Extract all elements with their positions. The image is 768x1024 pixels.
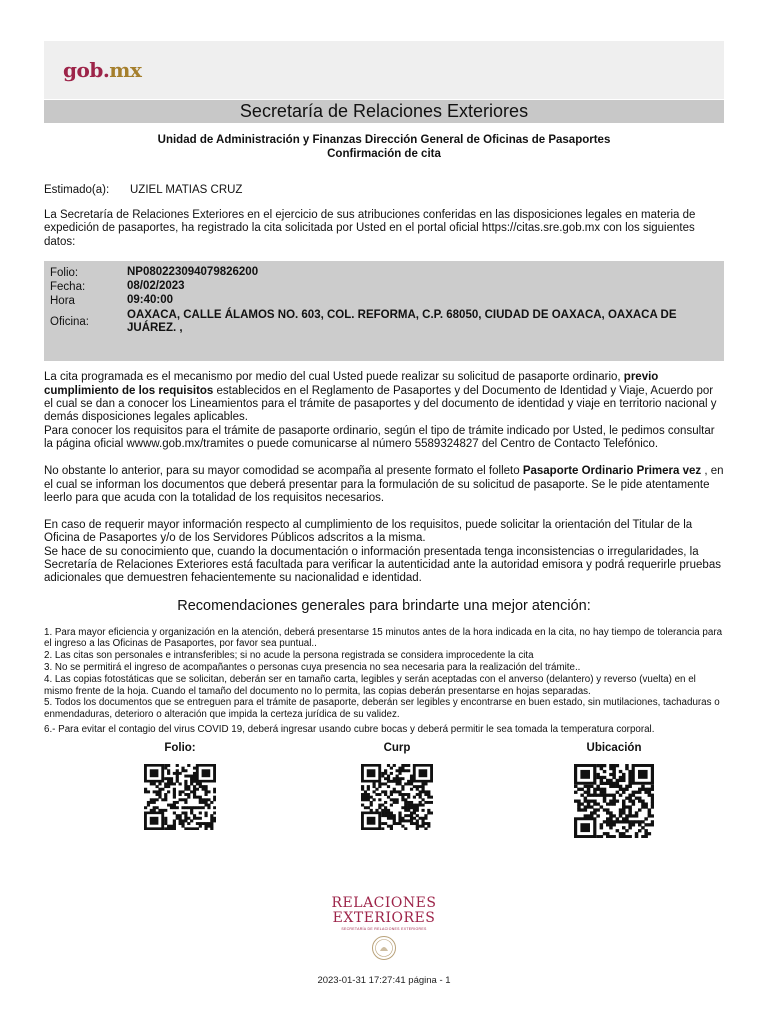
estimado-label: Estimado(a): xyxy=(44,184,110,196)
requisitos-text-a: La cita programada es el mecanismo por medio del cual Usted puede realizar su solicitud de pasaporte ordinario, xyxy=(44,371,624,384)
intro-paragraph: La Secretaría de Relaciones Exteriores en el ejercicio de sus atribuciones conferidas en las disposiciones legales en materia de expedición de pasaportes, ha registrado la cita solicitada por Usted en el portal oficial https://citas.sre.gob.mx con los siguientes datos: xyxy=(44,209,696,248)
confirmacion-title: Confirmación de cita xyxy=(327,148,441,160)
estimado-line xyxy=(44,183,724,197)
oficina-label: Oficina: xyxy=(50,316,89,329)
fecha-label: Fecha: xyxy=(50,280,86,293)
qr-curp-code xyxy=(361,764,433,830)
folio-value: NP080223094079826200 xyxy=(127,266,259,279)
qr-curp xyxy=(337,741,457,843)
fecha-row xyxy=(50,280,718,294)
document-page xyxy=(44,41,724,843)
requisitos-text-b: establecidos en el Reglamento de Pasaportes y del Documento de Identidad y Viaje, Acuerdo por el cual se dan a conocer los Lineamientos para el trámite de pasaportes y del documento de identidad y viaje en territorio nacional y demás disposiciones legales aplicables. xyxy=(44,384,717,424)
qr-ubicacion-label: Ubicación xyxy=(586,741,642,754)
unidad-title: Unidad de Administración y Finanzas Dirección General de Oficinas de Pasaportes xyxy=(157,134,611,146)
list-item: 2. Las citas son personales e intransferibles; si no acude la persona registrada se considera improcedente la cita xyxy=(44,650,534,662)
cita-info-box xyxy=(44,261,724,362)
gob-mx-logo[interactable] xyxy=(63,58,141,82)
relaciones-exteriores-logo xyxy=(0,896,768,966)
orientacion-paragraph: En caso de requerir mayor información respecto al cumplimiento de los requisitos, puede solicitar la orientación del Titular de la Oficina de Pasaportes y/o de los Servidores Públicos adscritos a la misma. xyxy=(44,519,693,545)
qr-folio xyxy=(120,741,240,843)
requisitos-section xyxy=(44,371,724,451)
qr-folio-code xyxy=(144,764,216,830)
hora-value: 09:40:00 xyxy=(127,294,174,307)
fecha-value: 08/02/2023 xyxy=(127,280,185,293)
folleto-text-a: No obstante lo anterior, para su mayor comodidad se acompaña al presente formato el folleto xyxy=(44,465,523,478)
consulta-paragraph: Para conocer los requisitos para el trámite de pasaporte ordinario, según el tipo de trámite indicado por Usted, le pedimos consultar la página oficial wwww.gob.mx/tramites o puede comunicarse al número 5589324827 del Centro de Contacto Telefónico. xyxy=(44,424,715,450)
hora-label: Hora xyxy=(50,294,75,307)
gob-header-bar xyxy=(44,41,724,99)
recipient-name: UZIEL MATIAS CRUZ xyxy=(130,184,243,196)
qr-folio-label: Folio: xyxy=(164,741,196,754)
logo-line-1: RELACIONES xyxy=(331,895,437,911)
requisitos-text-bold: previo cumplimiento de los requisitos xyxy=(44,371,659,397)
logo-mx-text: mx xyxy=(109,58,142,82)
list-item: 5. Todos los documentos que se entreguen para el trámite de pasaporte, deberán ser legibles y encontrarse en buen estado, sin mutilaciones, tachaduras o enmendaduras, deterioro o alteración que impida la certeza jurídica de su validez. xyxy=(44,697,720,721)
recomendaciones-list xyxy=(44,627,724,736)
seal-icon xyxy=(0,935,768,966)
requisitos-paragraph xyxy=(44,371,724,424)
oficina-row xyxy=(50,309,718,336)
folleto-text-b: , en el cual se informan los documentos que deberá presentar para la formulación de su solicitud de pasaporte. Se le pide atentamente leerlo para que acuda con la totalidad de los requisitos necesarios. xyxy=(44,465,724,504)
folleto-paragraph xyxy=(44,465,724,505)
qr-codes-row xyxy=(44,741,724,843)
list-item: 4. Las copias fotostáticas que se solicitan, deberán ser en tamaño carta, legibles y serán aceptadas con el anverso (delantero) y reverso (vuelta) en el mismo frente de la hoja. Cuando el tamaño del documento no lo permita, las copias deberán presentarse en hojas separadas. xyxy=(44,673,696,697)
folio-row xyxy=(50,266,718,280)
logo-subtitle: SECRETARÍA DE RELACIONES EXTERIORES xyxy=(341,927,427,931)
secretaria-band: Secretaría de Relaciones Exteriores xyxy=(44,100,724,123)
logo-gob-text: gob xyxy=(63,58,103,82)
verificacion-paragraph: Se hace de su conocimiento que, cuando la documentación o información presentada tenga inconsistencias o irregularidades, la Secretaría de Relaciones Exteriores está facultada para verificar la autenticidad ante la autoridad emisora y podrá requerirle pruebas adicionales que demuestren fehacientemente su nacionalidad e identidad. xyxy=(44,545,721,585)
qr-curp-label: Curp xyxy=(383,741,411,754)
logo-line-2: EXTERIORES xyxy=(332,910,436,926)
list-item: 3. No se permitirá el ingreso de acompañantes o personas cuya presencia no sea necesaria para la realización del trámite.. xyxy=(44,662,581,674)
unidad-heading xyxy=(44,133,724,161)
recomendaciones-title: Recomendaciones generales para brindarte una mejor atención: xyxy=(177,597,591,614)
logo-dot-text: . xyxy=(102,58,110,82)
folio-label: Folio: xyxy=(50,266,79,279)
qr-ubicacion xyxy=(554,741,674,843)
qr-ubicacion-code xyxy=(574,764,654,838)
hora-row xyxy=(50,294,718,308)
list-item: 6.- Para evitar el contagio del virus COVID 19, deberá ingresar usando cubre bocas y deberá permitir le sea tomada la temperatura corporal. xyxy=(44,724,655,736)
informacion-section xyxy=(44,519,724,585)
list-item: 1. Para mayor eficiencia y organización en la atención, deberá presentarse 15 minutos antes de la hora indicada en la cita, no hay tiempo de tolerancia para el ingreso a las Oficinas de Pasaportes, por favor sea puntual.. xyxy=(44,626,723,650)
folleto-text-bold: Pasaporte Ordinario Primera vez xyxy=(522,465,702,478)
page-timestamp: 2023-01-31 17:27:41 página - 1 xyxy=(317,975,451,986)
oficina-value: OAXACA, CALLE ÁLAMOS NO. 603, COL. REFORMA, C.P. 68050, CIUDAD DE OAXACA, OAXACA DE JUÁREZ. , xyxy=(127,308,677,335)
